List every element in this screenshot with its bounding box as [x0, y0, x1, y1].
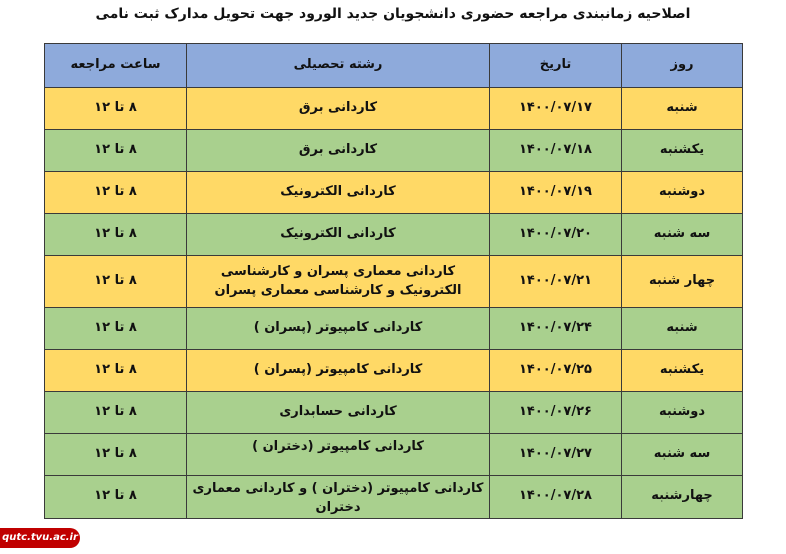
- cell-time: ۸ تا ۱۲: [45, 350, 187, 392]
- cell-time: ۸ تا ۱۲: [45, 308, 187, 350]
- cell-day: چهار شنبه: [622, 256, 743, 308]
- page-title: اصلاحیه زمانبندی مراجعه حضوری دانشجویان جدید الورود جهت تحویل مدارک ثبت نامی: [95, 6, 691, 22]
- cell-field: کاردانی کامپیوتر (دختران ) و کاردانی معماری دختران: [187, 476, 490, 519]
- cell-date: ۱۴۰۰/۰۷/۲۴: [490, 308, 622, 350]
- cell-field: کاردانی معماری پسران و کارشناسی الکترونیک و کارشناسی معماری پسران: [187, 256, 490, 308]
- cell-date: ۱۴۰۰/۰۷/۲۵: [490, 350, 622, 392]
- table-row: [45, 350, 743, 392]
- cell-date: ۱۴۰۰/۰۷/۱۸: [490, 130, 622, 172]
- cell-day: یکشنبه: [622, 130, 743, 172]
- table-row: [45, 88, 743, 130]
- cell-time: ۸ تا ۱۲: [45, 214, 187, 256]
- table-row: [45, 434, 743, 476]
- cell-date: ۱۴۰۰/۰۷/۲۷: [490, 434, 622, 476]
- cell-field: کاردانی برق: [187, 130, 490, 172]
- header-time: ساعت مراجعه: [45, 44, 187, 88]
- cell-date: ۱۴۰۰/۰۷/۱۹: [490, 172, 622, 214]
- cell-day: چهارشنبه: [622, 476, 743, 519]
- cell-field: کاردانی برق: [187, 88, 490, 130]
- cell-time: ۸ تا ۱۲: [45, 172, 187, 214]
- table-row: [45, 130, 743, 172]
- cell-date: ۱۴۰۰/۰۷/۲۱: [490, 256, 622, 308]
- table-header-row: [45, 44, 743, 88]
- table-row: [45, 172, 743, 214]
- header-day: روز: [622, 44, 743, 88]
- cell-date: ۱۴۰۰/۰۷/۱۷: [490, 88, 622, 130]
- cell-field: کاردانی کامپیوتر (پسران ): [187, 308, 490, 350]
- header-date: تاریخ: [490, 44, 622, 88]
- cell-field: کاردانی حسابداری: [187, 392, 490, 434]
- header-field: رشته تحصیلی: [187, 44, 490, 88]
- cell-time: ۸ تا ۱۲: [45, 392, 187, 434]
- table-row: [45, 256, 743, 308]
- cell-day: سه شنبه: [622, 434, 743, 476]
- table-row: [45, 476, 743, 519]
- cell-day: سه شنبه: [622, 214, 743, 256]
- cell-time: ۸ تا ۱۲: [45, 434, 187, 476]
- cell-date: ۱۴۰۰/۰۷/۲۰: [490, 214, 622, 256]
- cell-day: دوشنبه: [622, 172, 743, 214]
- cell-date: ۱۴۰۰/۰۷/۲۸: [490, 476, 622, 519]
- schedule-table: [44, 43, 743, 519]
- cell-day: شنبه: [622, 88, 743, 130]
- cell-day: یکشنبه: [622, 350, 743, 392]
- table-row: [45, 214, 743, 256]
- cell-date: ۱۴۰۰/۰۷/۲۶: [490, 392, 622, 434]
- cell-field: کاردانی الکترونیک: [187, 214, 490, 256]
- cell-field: کاردانی الکترونیک: [187, 172, 490, 214]
- cell-time: ۸ تا ۱۲: [45, 130, 187, 172]
- cell-field: کاردانی کامپیوتر (دختران ): [187, 434, 490, 476]
- table-row: [45, 308, 743, 350]
- cell-time: ۸ تا ۱۲: [45, 88, 187, 130]
- cell-time: ۸ تا ۱۲: [45, 256, 187, 308]
- cell-day: شنبه: [622, 308, 743, 350]
- site-watermark: qutc.tvu.ac.ir: [0, 528, 80, 548]
- cell-field: کاردانی کامپیوتر (پسران ): [187, 350, 490, 392]
- cell-day: دوشنبه: [622, 392, 743, 434]
- table-row: [45, 392, 743, 434]
- cell-time: ۸ تا ۱۲: [45, 476, 187, 519]
